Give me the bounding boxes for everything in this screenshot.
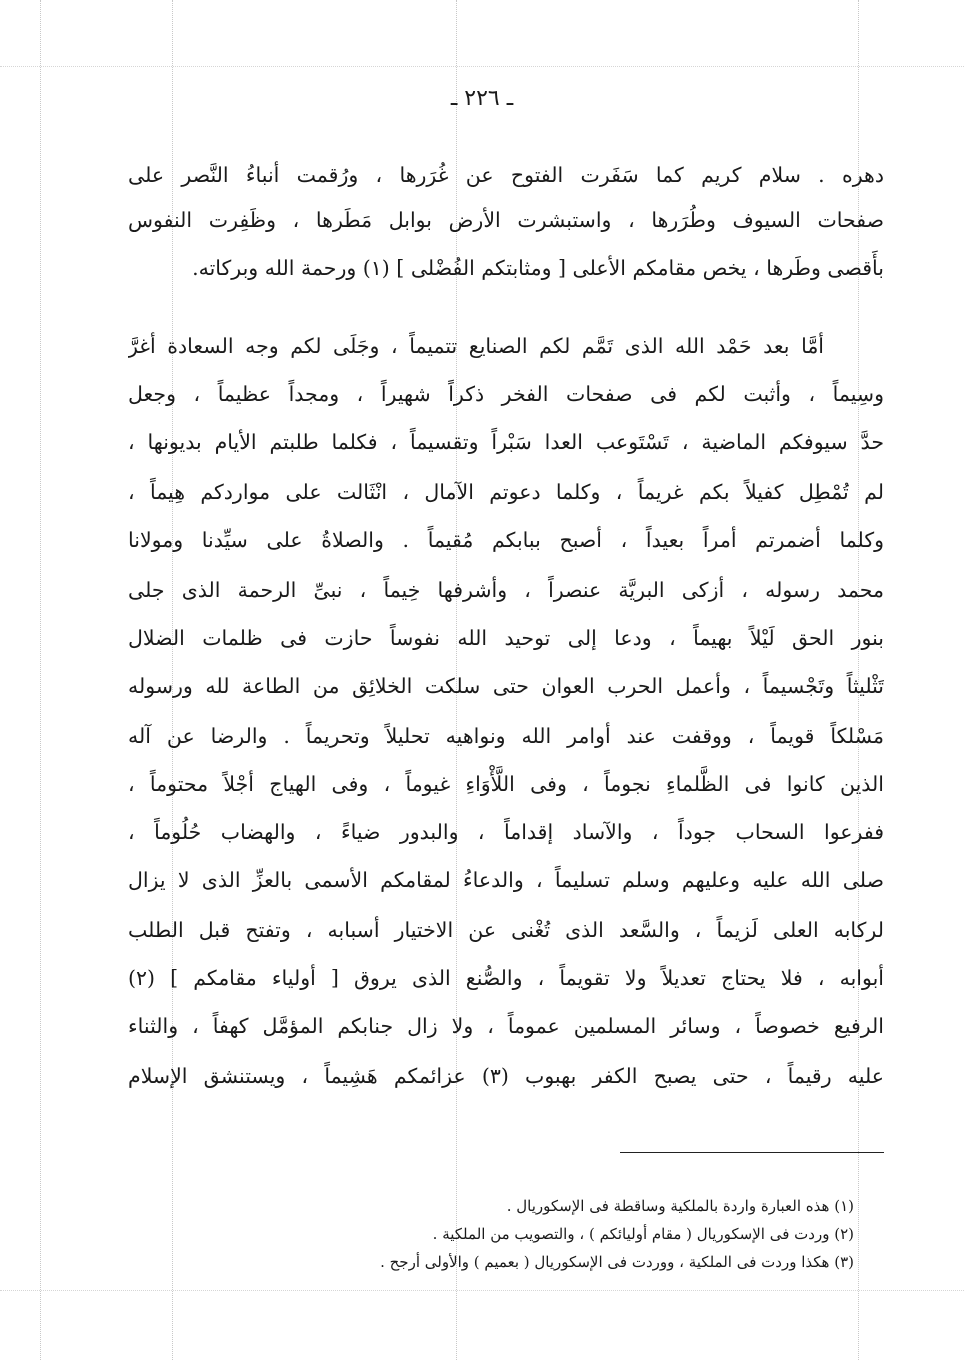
text-line: بنور الحق لَيْلاً بهيماً ، ودعا إلى توحيد الله نفوساً حازت فى ظلمات الضلال [128, 626, 884, 650]
text-line: بأَقصى وطَرها ، يخص مقامكم الأعلى [ ومثابتكم الفُضْلى ] (١) ورحمة الله وبركاته. [192, 256, 884, 280]
text-line: وكلما أضمرتم أمراً بعيداً ، أصبح ببابكم مُقيماً . والصلاةُ على سيِّدنا ومولانا [128, 528, 884, 552]
text-line: مَسْلكاً قويماً ، ووقفت عند أوامر الله ونواهيه تحليلاً وتحريماً . والرضا عن آله [128, 724, 884, 748]
footnote: (٣) هكذا وردت فى الملكية ، ووردت فى الإسكوريال ( بعميم ) والأولى أرجح . [380, 1253, 854, 1271]
scan-artifact-line [0, 1290, 964, 1291]
footnotes [154, 1192, 854, 1276]
text-line: صلى الله عليه وعليهم وسلم تسليماً ، والدعاءُ لمقامكم الأسمى بالعزِّ الذى لا يزال [128, 868, 884, 892]
text-line: دهره . سلام كريم كما سَفَرت الفتوح عن غُرَرها ، ورُقمت أنباءُ النَّصر على [128, 163, 884, 187]
text-line: صفحات السيوف وطُرَرها ، واستبشرت الأرض بوابل مَطَرها ، وظَفِرت النفوس [128, 208, 884, 232]
scan-artifact-line [0, 66, 964, 67]
text-line: أمَّا بعد حَمْد الله الذى تَمَّم لكم الصنايع تتميماً ، وجَلَى لكم وجه السعادة أغرَّ [128, 334, 824, 358]
text-line: حدَّ سيوفكم الماضية ، تَسْتَوعب العدا سَبْراً وتقسيماً ، فكلما طلبتم الأيام بديونها ، [128, 430, 884, 454]
text-line: أبوابه ، فلا يحتاج تعديلاً ولا تقويماً ، والصُّنع الذى يروق [ أولياء مقامكم ] (٢) [128, 966, 884, 990]
page-number: ـ ٢٢٦ ـ [450, 86, 514, 111]
footnote-separator [620, 1152, 884, 1153]
text-line: لم تُمْطِل كفيلاً بكم غريماً ، وكلما دعوتم الآمال ، انْثَالت على مواردكم هِيماً ، [128, 480, 884, 504]
footnote: (٢) وردت فى الإسكوريال ( مقام أوليائكم ) ، والتصويب من الملكية . [432, 1225, 854, 1243]
text-line: لركابه العلى لَزيماً ، والسَّعد الذى تُغْنى عن الاختيار أسبابه ، وتفتح قبل الطلب [128, 918, 884, 942]
text-line: عليه رقيماً ، حتى يصبح الكفر بهبوب (٣) عزائمكم هَشِيماً ، ويستنشق الإسلام [128, 1064, 884, 1088]
text-line: وسِيماً ، وأثبت لكم فى صفحات الفخر ذكراً شهيراً ، ومجداً عظيماً ، وجعل [128, 382, 884, 406]
footnote: (١) هذه العبارة واردة بالملكية وساقطة فى الإسكوريال . [506, 1197, 854, 1215]
text-line: الرفيع خصوصاً ، وسائر المسلمين عموماً ، ولا زال جنابكم المؤمَّل كهفاً ، والثناء [128, 1014, 884, 1038]
text-line: تَثْليثاً وتَجْسيماً ، وأعمل الحرب العوان حتى سلكت الخلائِق من الطاعة لله ورسوله [128, 674, 884, 698]
text-line: ففرعوا السحاب جوداً ، والآساد إقداماً ، والبدور ضياءً ، والهضاب حُلُوماً ، [128, 820, 884, 844]
scan-artifact-line [40, 0, 41, 1360]
text-line: محمد رسوله ، أزكى البريَّة عنصراً ، وأشرفها خِيماً ، نبىِّ الرحمة الذى جلى [128, 578, 884, 602]
text-line: الذين كانوا فى الظَّلماءِ نجوماً ، وفى اللَّأْوَاءِ غيوماً ، وفى الهياج أجْلاً محتوماً ، [128, 772, 884, 796]
